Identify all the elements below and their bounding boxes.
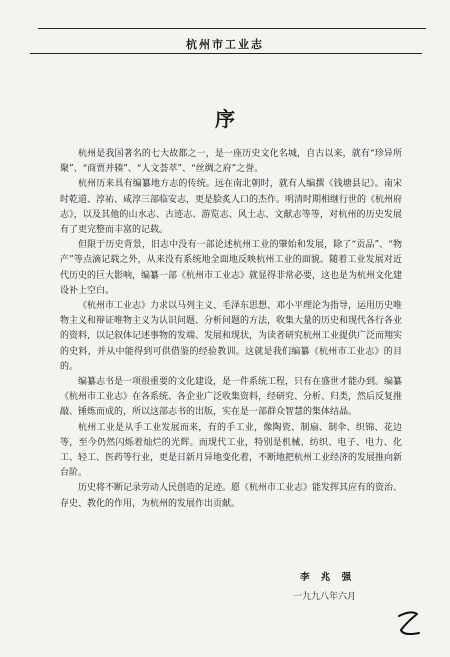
- page-title: 序: [215, 107, 235, 131]
- handwritten-mark: [393, 608, 423, 640]
- preface-body: [60, 147, 402, 512]
- header-rule: [30, 53, 422, 54]
- paragraph: 编纂志书是一项很重要的文化建设，是一件系统工程，只有在盛世才能办到。编纂《杭州市工业志》在各系统、各企业广泛收集资料，经研究、分析、归类，然后反复推敲、锤炼而成的，所以这部志书的出版，实在是一部群众智慧的集体结晶。: [60, 377, 403, 418]
- paragraph: 《杭州市工业志》力求以马列主义、毛泽东思想、邓小平理论为指导，运用历史唯物主义和辩证唯物主义为认识问题、分析问题的方法，收集大量的历史和现代各行各业的资料，以记叙体记述事物的发端、发展和现状，为读者研究杭州工业提供广泛而翔实的史料，并从中能得到可供借鉴的经验教训。这就是我们编纂《杭州市工业志》的目的。: [60, 301, 403, 372]
- paragraph: 历史将不断记录劳动人民创造的足迹。愿《杭州市工业志》能发挥其应有的资治、存史、教化的作用，为杭州的发展作出贡献。: [60, 483, 403, 509]
- signature-name: 李 兆 强: [300, 572, 356, 583]
- signature-date: 一九九八年六月: [293, 592, 357, 602]
- top-rule: [38, 28, 426, 29]
- paragraph: 但限于历史背景，旧志中没有一部论述杭州工业的肇始和发展，除了“贡品”、“物产”等点滴记载之外，从来没有系统地全面地反映杭州工业的面貌。随着工业发展对近代历史的巨大影响，编纂一部《杭州市工业志》就显得非常必要，这也是为杭州文化建设补上空白。: [60, 240, 403, 296]
- paragraph: 杭州工业是从手工业发展而来，有的手工业，像陶瓷、制扇、制伞、织锦、花边等，至今仍然闪烁着灿烂的光辉。而现代工业，特别是机械、纺织、电子、电力、化工、轻工、医药等行业，更是日新月异地变化着，不断地把杭州工业经济的发展推向新台阶。: [60, 422, 403, 479]
- paragraph: 杭州是我国著名的七大故都之一，是一座历史文化名城，自古以来，就有“珍异所聚”、“商贾并辏”、“人文荟萃”、“丝绸之府”之誉。: [60, 149, 402, 175]
- paragraph: 杭州历来具有编纂地方志的传统。远在南北朝时，就有人编撰《钱塘县记》。南宋时乾道、淳祐、咸淳三部临安志，更是脍炙人口的杰作。明清时期相继行世的《杭州府志》，以及其他的山水志、古迹志、游览志、风土志、文献志等等，对杭州的历史发展有了更完整而丰富的记载。: [60, 179, 403, 236]
- running-header: 杭州市工业志: [186, 38, 264, 51]
